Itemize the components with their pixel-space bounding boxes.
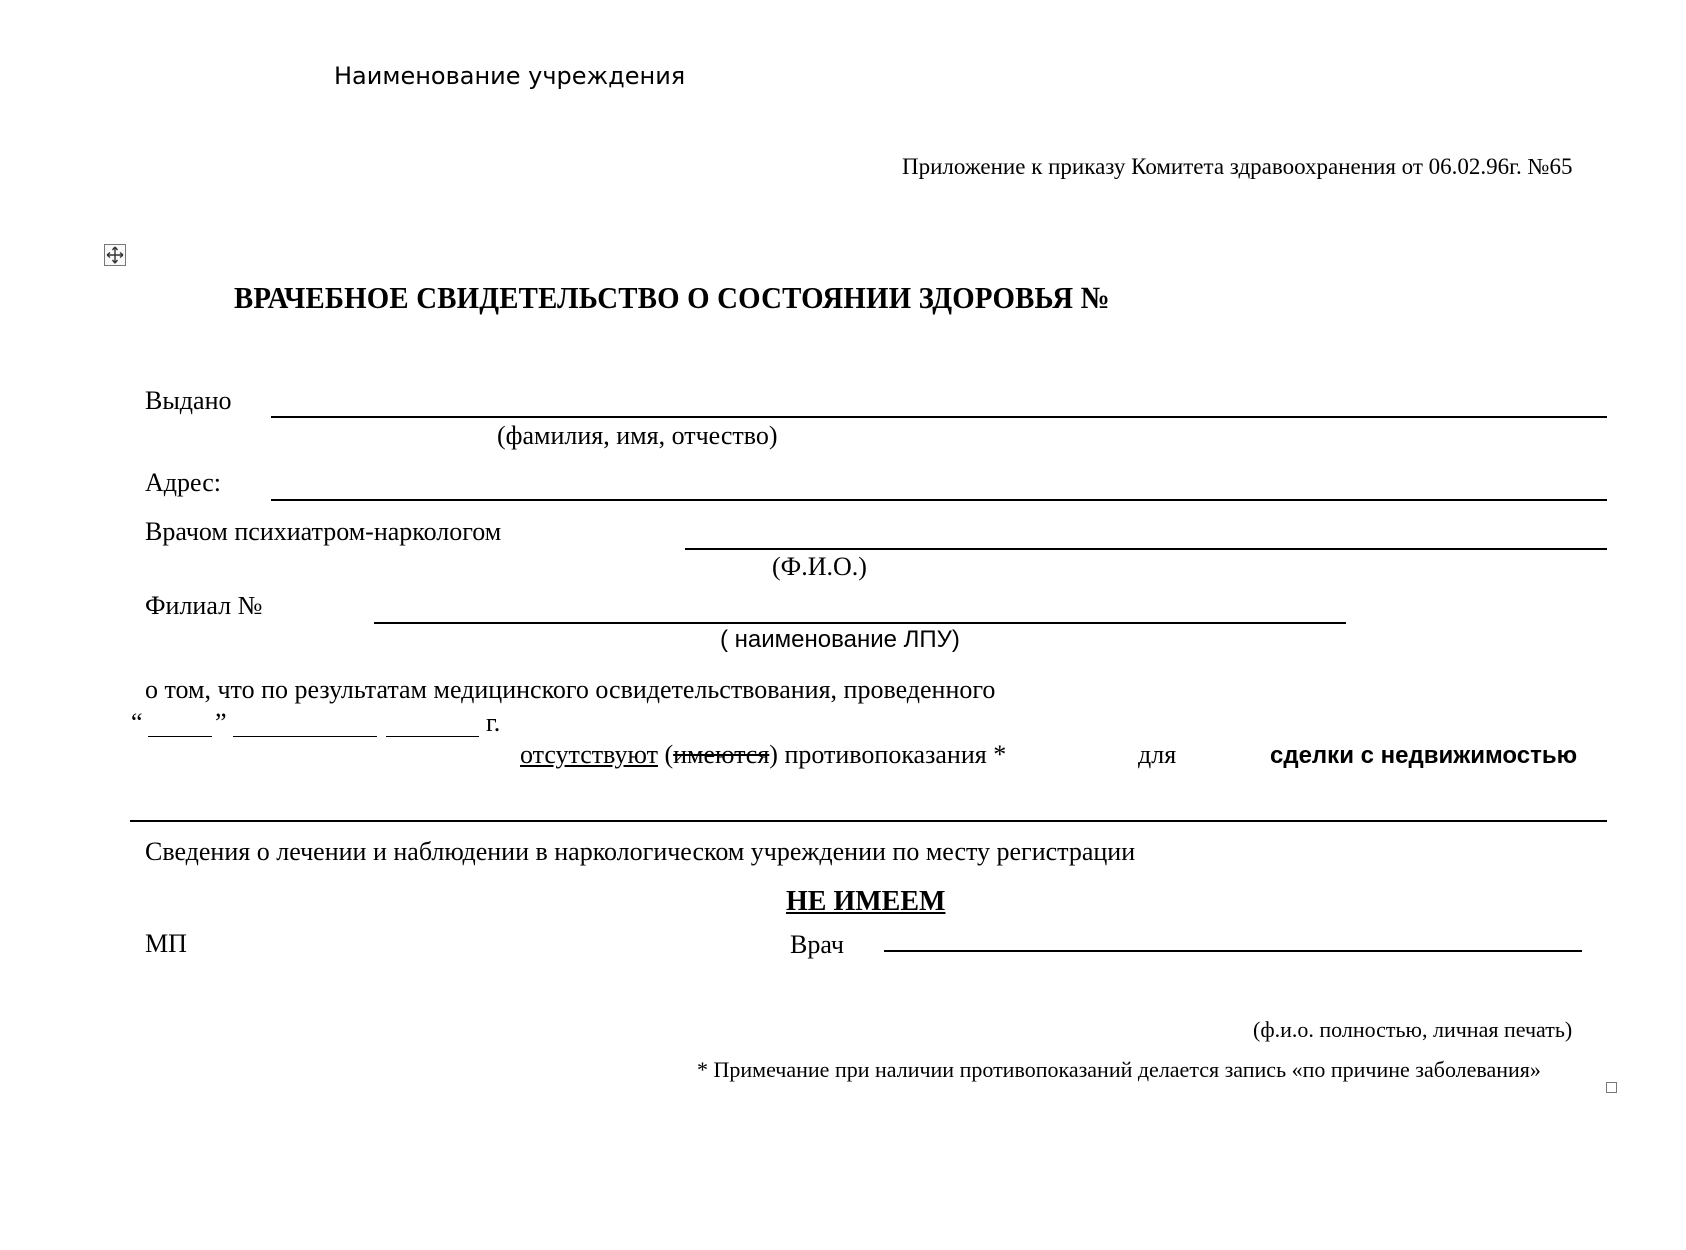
branch-label: Филиал № bbox=[145, 591, 263, 620]
signature-hint: (ф.и.о. полностью, личная печать) bbox=[1253, 1017, 1573, 1042]
treatment-result: НЕ ИМЕЕМ bbox=[786, 886, 946, 917]
footnote: * Примечание при наличии противопоказаний делается запись «по причине заболевания» bbox=[697, 1057, 1541, 1082]
signature-doctor-label: Врач bbox=[790, 930, 844, 959]
paren-open: ( bbox=[664, 740, 674, 769]
doctor-label: Врачом психиатром-наркологом bbox=[145, 517, 502, 546]
table-resize-handle-icon[interactable] bbox=[1606, 1082, 1617, 1093]
issued-label: Выдано bbox=[145, 386, 232, 415]
date-quote-open: “ bbox=[131, 708, 143, 737]
branch-hint: ( наименование ЛПУ) bbox=[720, 626, 960, 653]
branch-line[interactable] bbox=[374, 622, 1346, 624]
document-title: ВРАЧЕБНОЕ СВИДЕТЕЛЬСТВО О СОСТОЯНИИ ЗДОРОВЬЯ № bbox=[234, 280, 1110, 315]
address-line[interactable] bbox=[271, 499, 1607, 501]
issued-line[interactable] bbox=[271, 416, 1607, 418]
institution-name: Наименование учреждения bbox=[334, 62, 686, 90]
stamp-label: МП bbox=[145, 929, 187, 958]
absent-option: отсутствуют bbox=[520, 740, 658, 769]
date-year-suffix: г. bbox=[486, 708, 501, 737]
present-option-struck: имеются bbox=[673, 740, 770, 769]
treatment-text: Сведения о лечении и наблюдении в наркологическом учреждении по месту регистрации bbox=[145, 837, 1136, 866]
issued-hint: (фамилия, имя, отчество) bbox=[497, 421, 778, 450]
exam-text: о том, что по результатам медицинского освидетельствования, проведенного bbox=[145, 675, 996, 704]
signature-line[interactable] bbox=[884, 950, 1582, 952]
appendix-note: Приложение к приказу Комитета здравоохранения от 06.02.96г. №65 bbox=[902, 154, 1573, 179]
contra-text: ) противопоказания * bbox=[769, 740, 1007, 769]
for-label: для bbox=[1138, 740, 1177, 769]
date-month-line[interactable] bbox=[233, 736, 377, 737]
date-day-line[interactable] bbox=[148, 736, 212, 737]
separator-line bbox=[130, 820, 1607, 822]
date-quote-close: ” bbox=[215, 708, 227, 737]
doctor-hint: (Ф.И.О.) bbox=[772, 552, 867, 581]
table-move-handle-icon[interactable] bbox=[104, 244, 126, 266]
doctor-line[interactable] bbox=[685, 548, 1607, 550]
contra-line bbox=[520, 740, 1006, 770]
date-year-line[interactable] bbox=[386, 736, 479, 737]
purpose-text: сделки с недвижимостью bbox=[1270, 742, 1578, 769]
address-label: Адрес: bbox=[145, 468, 221, 497]
